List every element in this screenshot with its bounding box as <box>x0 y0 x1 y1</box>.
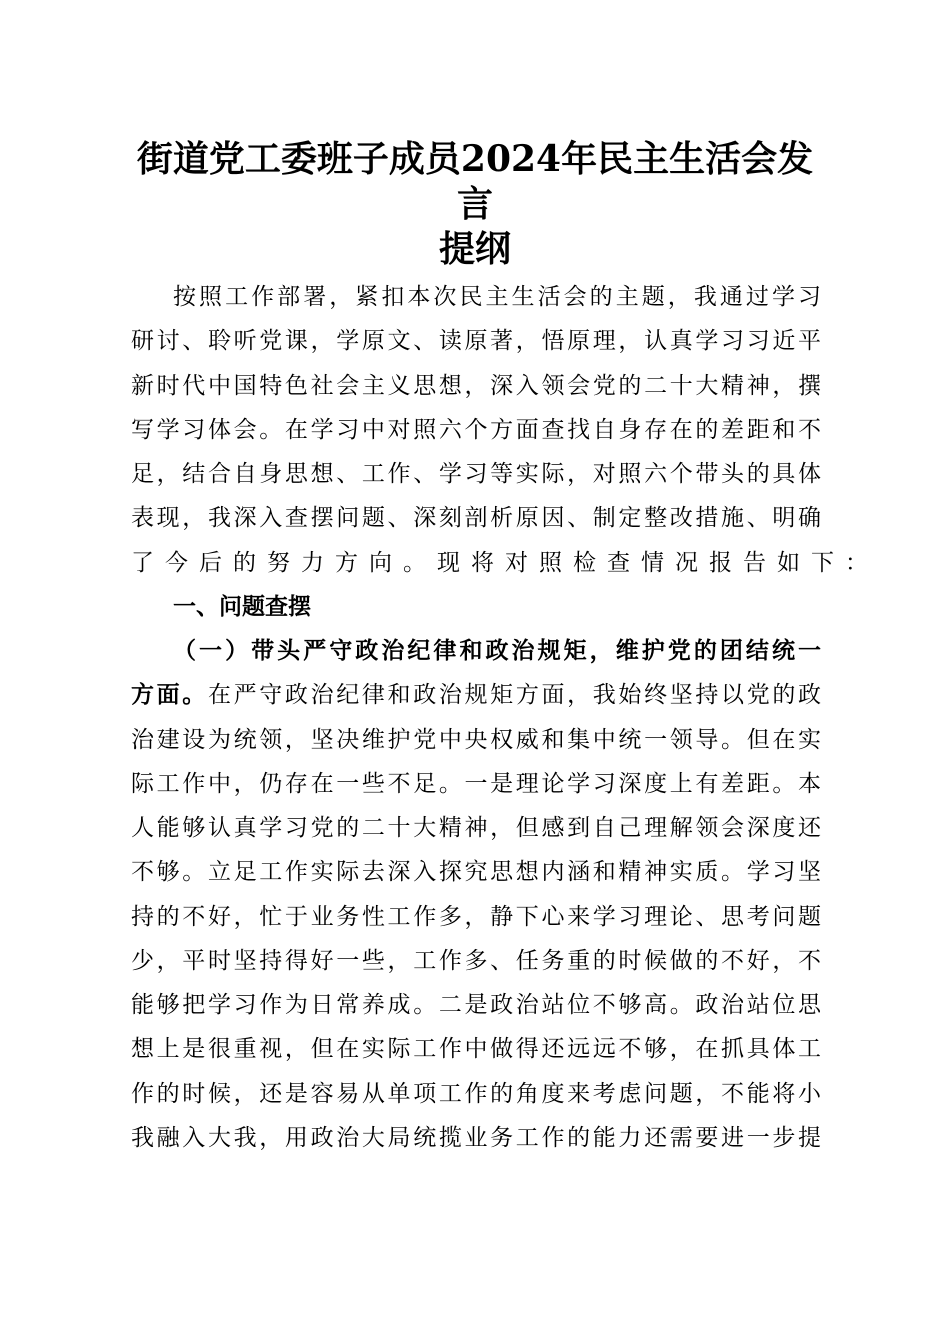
subsection-title: （一）带头严守政治纪律和政治规矩，维护党的团结统一 <box>173 637 821 664</box>
subsection-title-end: 方面。 <box>131 681 208 709</box>
section-line: 人能够认真学习党的二十大精神，但感到自己理解领会深度还 <box>131 815 821 841</box>
title-line-1: 街道党工委班子成员2024年民主生活会发言 <box>136 138 814 225</box>
document-title <box>120 137 830 272</box>
section-line: 作的时候，还是容易从单项工作的角度来考虑问题，不能将小 <box>131 1080 821 1107</box>
section-line: 不够。立足工作实际去深入探究思想内涵和精神实质。学习坚 <box>131 859 821 886</box>
intro-line: 新时代中国特色社会主义思想，深入领会党的二十大精神，撰 <box>131 372 821 399</box>
section-line: 少，平时坚持得好一些，工作多、任务重的时候做的不好，不 <box>131 947 821 974</box>
section-line <box>131 673 821 717</box>
intro-line: 表现，我深入查摆问题、深刻剖析原因、制定整改措施、明确 <box>131 505 821 532</box>
intro-line: 按照工作部署，紧扣本次民主生活会的主题，我通过学习 <box>173 284 821 310</box>
section-line: 治建设为统领，坚决维护党中央权威和集中统一领导。但在实 <box>131 726 821 753</box>
document-body <box>131 275 879 1160</box>
section-text: 在严守政治纪律和政治规矩方面，我始终坚持以党的政 <box>207 682 822 709</box>
section-line: 想上是很重视，但在实际工作中做得还远远不够，在抓具体工 <box>131 1036 821 1063</box>
section-line: 我融入大我，用政治大局统揽业务工作的能力还需要进一步提 <box>131 1124 821 1151</box>
section-line: 能够把学习作为日常养成。二是政治站位不够高。政治站位思 <box>131 992 821 1018</box>
section-line: 际工作中，仍存在一些不足。一是理论学习深度上有差距。本 <box>131 770 821 797</box>
intro-line: 了今后的努力方向。现将对照检查情况报告如下： <box>131 549 879 576</box>
intro-line: 研讨、聆听党课，学原文、读原著，悟原理，认真学习习近平 <box>131 328 821 355</box>
intro-line: 足，结合自身思想、工作、学习等实际，对照六个带头的具体 <box>131 461 821 487</box>
intro-line: 写学习体会。在学习中对照六个方面查找自身存在的差距和不 <box>131 416 821 443</box>
title-line-2: 提纲 <box>438 228 511 270</box>
section-heading: 一、问题查摆 <box>173 593 311 620</box>
section-line: 持的不好，忙于业务性工作多，静下心来学习理论、思考问题 <box>131 903 821 930</box>
